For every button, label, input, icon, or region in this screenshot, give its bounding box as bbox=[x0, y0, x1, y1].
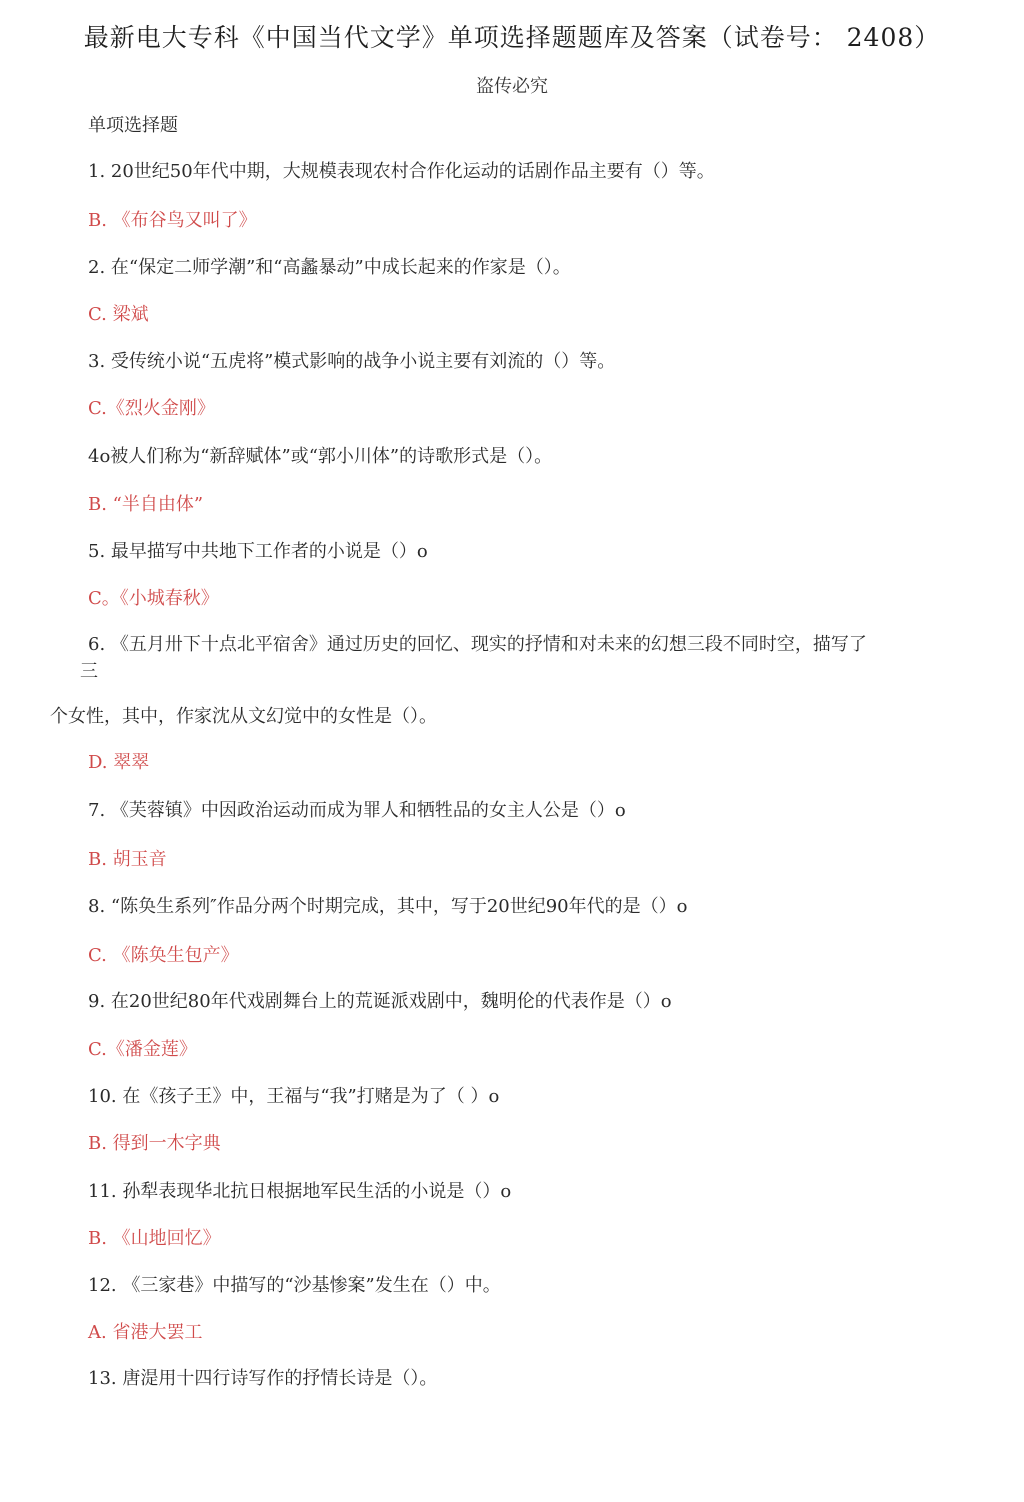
document-subtitle: 盗传必究 bbox=[476, 76, 548, 97]
document-title: 最新电大专科《中国当代文学》单项选择题题库及答案（试卷号： 2408） bbox=[83, 23, 941, 52]
answer-8: C. 《陈奂生包产》 bbox=[88, 945, 239, 966]
answer-4: B. “半自由体” bbox=[88, 494, 204, 515]
question-12: 12. 《三家巷》中描写的“沙基惨案”发生在（）中。 bbox=[88, 1275, 501, 1296]
question-3: 3. 受传统小说“五虎将”模式影响的战争小说主要有刘流的（）等。 bbox=[88, 351, 616, 372]
question-1: 1. 20世纪50年代中期，大规模表现农村合作化运动的话剧作品主要有（）等。 bbox=[88, 161, 715, 182]
answer-11: B. 《山地回忆》 bbox=[88, 1228, 221, 1249]
question-13: 13. 唐湜用十四行诗写作的抒情长诗是（）。 bbox=[88, 1368, 438, 1389]
question-6-line1: 6. 《五月卅下十点北平宿舍》通过历史的回忆、现实的抒情和对未来的幻想三段不同时空，描写了 bbox=[88, 634, 867, 655]
answer-2: C. 梁斌 bbox=[88, 304, 149, 325]
question-2: 2. 在“保定二师学潮”和“高蠡暴动”中成长起来的作家是（）。 bbox=[88, 257, 571, 278]
answer-5: C。《小城春秋》 bbox=[88, 588, 219, 609]
question-5: 5. 最早描写中共地下工作者的小说是（）o bbox=[88, 541, 428, 562]
question-11: 11. 孙犁表现华北抗日根据地军民生活的小说是（）o bbox=[88, 1181, 512, 1202]
answer-10: B. 得到一木字典 bbox=[88, 1133, 221, 1154]
question-10: 10. 在《孩子王》中，王福与“我”打赌是为了（ ）o bbox=[88, 1086, 500, 1107]
question-9: 9. 在20世纪80年代戏剧舞台上的荒诞派戏剧中，魏明伦的代表作是（）o bbox=[88, 991, 672, 1012]
section-heading: 单项选择题 bbox=[88, 115, 178, 136]
question-6-line3: 个女性，其中，作家沈从文幻觉中的女性是（）。 bbox=[50, 706, 437, 727]
question-7: 7. 《芙蓉镇》中因政治运动而成为罪人和牺牲品的女主人公是（）o bbox=[88, 800, 626, 821]
question-8: 8. “陈奂生系列″作品分两个时期完成，其中，写于20世纪90年代的是（）o bbox=[88, 896, 688, 917]
answer-12: A. 省港大罢工 bbox=[88, 1322, 203, 1343]
question-6-line2: 三 bbox=[80, 661, 98, 682]
answer-3: C.《烈火金刚》 bbox=[88, 398, 215, 419]
answer-6: D. 翠翠 bbox=[88, 752, 150, 773]
answer-9: C.《潘金莲》 bbox=[88, 1039, 197, 1060]
question-4: 4o被人们称为“新辞赋体”或“郭小川体”的诗歌形式是（）。 bbox=[88, 446, 553, 467]
answer-1: B. 《布谷鸟又叫了》 bbox=[88, 210, 257, 231]
answer-7: B. 胡玉音 bbox=[88, 849, 167, 870]
